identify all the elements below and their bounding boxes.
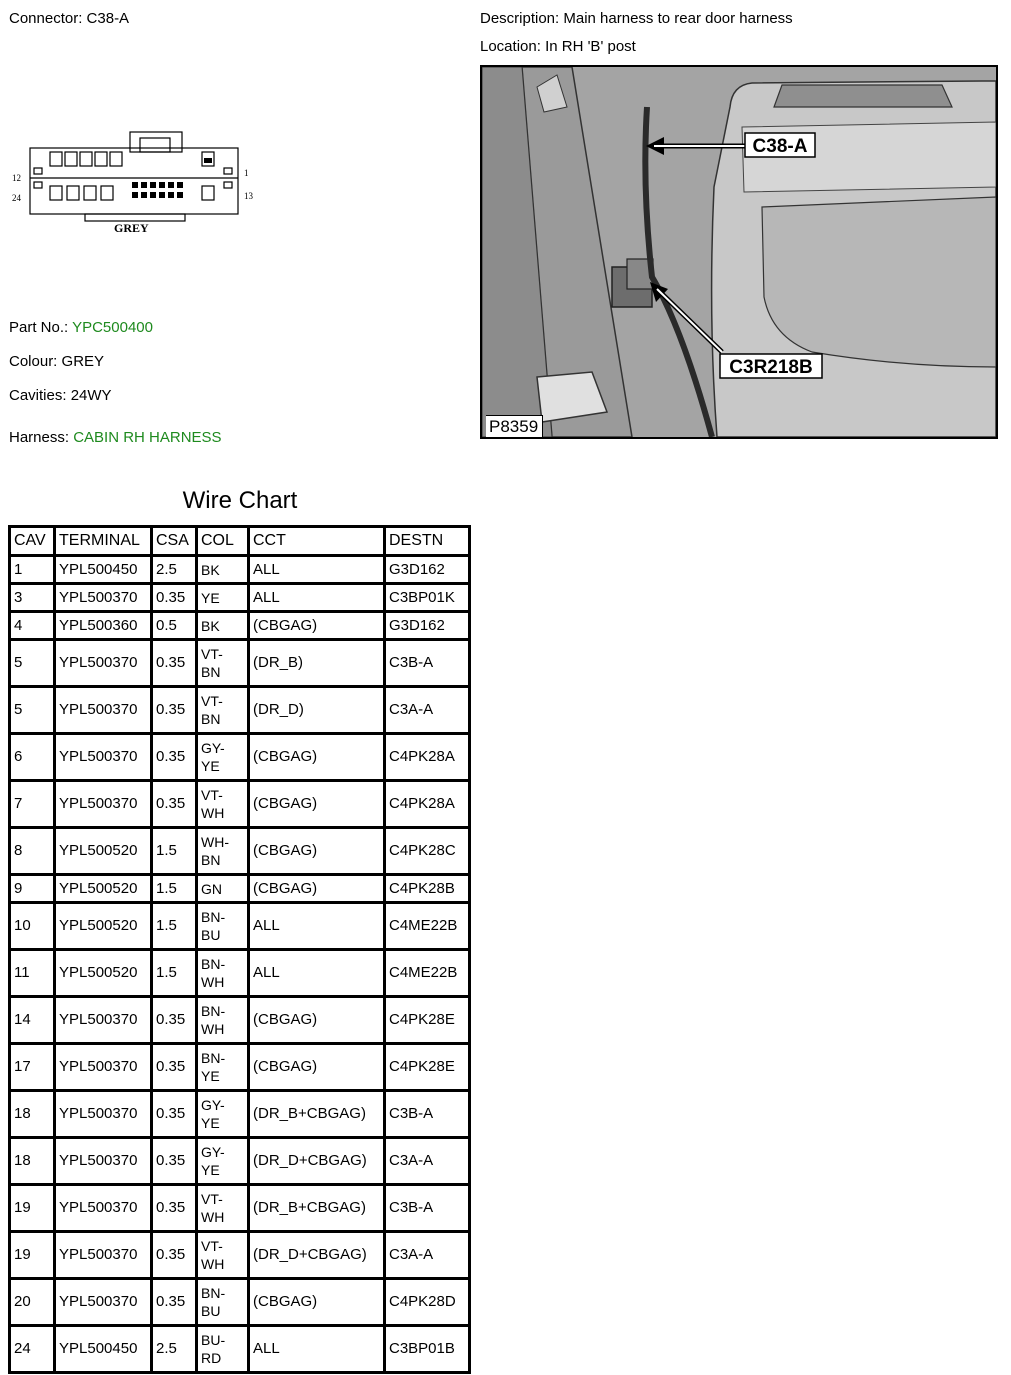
- cell-cav: 11: [10, 950, 55, 997]
- cell-terminal: YPL500370: [55, 1044, 152, 1091]
- part-no-link[interactable]: YPC500400: [72, 319, 153, 336]
- cell-col: GY- YE: [197, 1091, 249, 1138]
- cell-cct: (DR_D+CBGAG): [249, 1138, 385, 1185]
- cell-cct: (CBGAG): [249, 875, 385, 903]
- cell-terminal: YPL500370: [55, 997, 152, 1044]
- harness-line: [9, 429, 222, 446]
- header-csa: CSA: [152, 527, 197, 556]
- cell-terminal: YPL500370: [55, 1138, 152, 1185]
- colour-line: [9, 353, 104, 370]
- harness-link[interactable]: CABIN RH HARNESS: [73, 429, 222, 446]
- cell-col: BK: [197, 612, 249, 640]
- cell-col: BU- RD: [197, 1326, 249, 1373]
- cell-cav: 3: [10, 584, 55, 612]
- header-cct: CCT: [249, 527, 385, 556]
- cell-csa: 0.35: [152, 1232, 197, 1279]
- cavities-value: 24WY: [70, 387, 112, 404]
- header-cav: CAV: [10, 527, 55, 556]
- table-row: [10, 781, 470, 828]
- cell-destn: C4PK28C: [385, 828, 470, 875]
- table-row: [10, 828, 470, 875]
- description-label: Description:: [480, 10, 560, 27]
- cell-terminal: YPL500370: [55, 640, 152, 687]
- connector-label: Connector:: [9, 10, 83, 27]
- cell-cav: 10: [10, 903, 55, 950]
- cell-terminal: YPL500450: [55, 556, 152, 584]
- cell-cav: 7: [10, 781, 55, 828]
- cavities-label: Cavities:: [9, 387, 67, 404]
- cavities-line: [9, 387, 112, 404]
- connector-face-drawing: [10, 128, 265, 240]
- cell-csa: 0.35: [152, 584, 197, 612]
- cell-csa: 0.35: [152, 1185, 197, 1232]
- colour-label: Colour:: [9, 353, 58, 370]
- cell-csa: 0.35: [152, 1091, 197, 1138]
- cell-cct: (CBGAG): [249, 612, 385, 640]
- cell-col: VT- BN: [197, 640, 249, 687]
- cell-destn: C3BP01K: [385, 584, 470, 612]
- location-illustration: [480, 65, 998, 439]
- table-row: [10, 1185, 470, 1232]
- cell-destn: C4PK28E: [385, 1044, 470, 1091]
- cell-cct: (CBGAG): [249, 828, 385, 875]
- connector-line: [9, 10, 129, 27]
- pin-number-13: 13: [244, 191, 253, 201]
- cell-cct: ALL: [249, 950, 385, 997]
- cell-cav: 6: [10, 734, 55, 781]
- table-row: [10, 1044, 470, 1091]
- wire-chart-title: Wire Chart: [182, 487, 298, 514]
- pin-number-12: 12: [12, 173, 21, 183]
- cell-csa: 0.35: [152, 687, 197, 734]
- cell-col: BN- YE: [197, 1044, 249, 1091]
- description-value: Main harness to rear door harness: [563, 10, 793, 27]
- cell-cav: 9: [10, 875, 55, 903]
- cell-terminal: YPL500450: [55, 1326, 152, 1373]
- table-row: [10, 875, 470, 903]
- table-row: [10, 640, 470, 687]
- cell-cct: (DR_D): [249, 687, 385, 734]
- cell-terminal: YPL500370: [55, 584, 152, 612]
- cell-destn: G3D162: [385, 556, 470, 584]
- part-no-label: Part No.:: [9, 319, 69, 336]
- cell-terminal: YPL500520: [55, 875, 152, 903]
- cell-terminal: YPL500370: [55, 1232, 152, 1279]
- wire-chart-header-row: [10, 527, 470, 556]
- cell-destn: C3A-A: [385, 1232, 470, 1279]
- connector-value: C38-A: [86, 10, 130, 27]
- colour-value: GREY: [61, 353, 105, 370]
- cell-destn: G3D162: [385, 612, 470, 640]
- table-row: [10, 903, 470, 950]
- cell-cav: 5: [10, 687, 55, 734]
- cell-col: VT- WH: [197, 781, 249, 828]
- cell-cav: 4: [10, 612, 55, 640]
- description-line: [480, 10, 793, 27]
- cell-col: BN- BU: [197, 903, 249, 950]
- table-row: [10, 1138, 470, 1185]
- wire-chart-table: [8, 525, 471, 1374]
- location-label: Location:: [480, 38, 541, 55]
- location-value: In RH 'B' post: [545, 38, 636, 55]
- cell-terminal: YPL500520: [55, 903, 152, 950]
- cell-csa: 0.35: [152, 1138, 197, 1185]
- cell-col: VT- WH: [197, 1185, 249, 1232]
- location-line: [480, 38, 636, 55]
- cell-cav: 14: [10, 997, 55, 1044]
- cell-col: BK: [197, 556, 249, 584]
- cell-cct: (DR_D+CBGAG): [249, 1232, 385, 1279]
- cell-terminal: YPL500520: [55, 950, 152, 997]
- cell-col: WH- BN: [197, 828, 249, 875]
- cell-terminal: YPL500370: [55, 687, 152, 734]
- table-row: [10, 612, 470, 640]
- cell-csa: 1.5: [152, 828, 197, 875]
- pin-number-24: 24: [12, 193, 21, 203]
- table-row: [10, 1279, 470, 1326]
- table-row: [10, 687, 470, 734]
- cell-cav: 18: [10, 1091, 55, 1138]
- cell-col: YE: [197, 584, 249, 612]
- cell-csa: 0.35: [152, 781, 197, 828]
- cell-cct: (DR_B+CBGAG): [249, 1185, 385, 1232]
- cell-col: GY- YE: [197, 1138, 249, 1185]
- cell-destn: C3A-A: [385, 687, 470, 734]
- cell-terminal: YPL500370: [55, 1091, 152, 1138]
- cell-cav: 8: [10, 828, 55, 875]
- cell-col: BN- BU: [197, 1279, 249, 1326]
- table-row: [10, 950, 470, 997]
- cell-col: BN- WH: [197, 950, 249, 997]
- cell-destn: C3B-A: [385, 1185, 470, 1232]
- cell-cct: (CBGAG): [249, 997, 385, 1044]
- cell-terminal: YPL500370: [55, 734, 152, 781]
- cell-csa: 0.35: [152, 997, 197, 1044]
- cell-cct: ALL: [249, 903, 385, 950]
- table-row: [10, 997, 470, 1044]
- cell-destn: C3A-A: [385, 1138, 470, 1185]
- part-no-line: [9, 319, 153, 336]
- cell-col: VT- BN: [197, 687, 249, 734]
- cell-csa: 0.5: [152, 612, 197, 640]
- cell-terminal: YPL500370: [55, 781, 152, 828]
- cell-csa: 0.35: [152, 640, 197, 687]
- callout-label-c38a: C38-A: [752, 136, 808, 157]
- pin-number-1: 1: [244, 168, 249, 178]
- cell-cct: ALL: [249, 1326, 385, 1373]
- cell-cct: (CBGAG): [249, 781, 385, 828]
- cell-col: GY- YE: [197, 734, 249, 781]
- cell-cct: ALL: [249, 556, 385, 584]
- cell-destn: C3BP01B: [385, 1326, 470, 1373]
- cell-cav: 17: [10, 1044, 55, 1091]
- table-row: [10, 1326, 470, 1373]
- cell-destn: C4PK28A: [385, 734, 470, 781]
- header-destn: DESTN: [385, 527, 470, 556]
- cell-cav: 24: [10, 1326, 55, 1373]
- cell-destn: C4ME22B: [385, 950, 470, 997]
- cell-cav: 19: [10, 1185, 55, 1232]
- cell-cct: (CBGAG): [249, 734, 385, 781]
- cell-csa: 0.35: [152, 734, 197, 781]
- cell-csa: 0.35: [152, 1279, 197, 1326]
- cell-cct: (DR_B): [249, 640, 385, 687]
- harness-label: Harness:: [9, 429, 70, 446]
- cell-cav: 18: [10, 1138, 55, 1185]
- header-terminal: TERMINAL: [55, 527, 152, 556]
- cell-terminal: YPL500370: [55, 1185, 152, 1232]
- cell-destn: C4PK28A: [385, 781, 470, 828]
- cell-cav: 19: [10, 1232, 55, 1279]
- cell-destn: C4PK28D: [385, 1279, 470, 1326]
- cell-csa: 2.5: [152, 1326, 197, 1373]
- cell-csa: 1.5: [152, 903, 197, 950]
- cell-cct: ALL: [249, 584, 385, 612]
- cell-terminal: YPL500370: [55, 1279, 152, 1326]
- cell-csa: 1.5: [152, 875, 197, 903]
- table-row: [10, 584, 470, 612]
- cell-col: VT- WH: [197, 1232, 249, 1279]
- connector-colour-caption: GREY: [114, 221, 149, 235]
- cell-destn: C4PK28B: [385, 875, 470, 903]
- cell-destn: C3B-A: [385, 640, 470, 687]
- figure-id: P8359: [486, 415, 543, 437]
- cell-cct: (DR_B+CBGAG): [249, 1091, 385, 1138]
- cell-destn: C3B-A: [385, 1091, 470, 1138]
- cell-csa: 0.35: [152, 1044, 197, 1091]
- cell-csa: 2.5: [152, 556, 197, 584]
- table-row: [10, 1091, 470, 1138]
- cell-col: GN: [197, 875, 249, 903]
- table-row: [10, 734, 470, 781]
- cell-cct: (CBGAG): [249, 1279, 385, 1326]
- cell-destn: C4PK28E: [385, 997, 470, 1044]
- callout-label-c3r218b: C3R218B: [729, 357, 813, 378]
- cell-cav: 1: [10, 556, 55, 584]
- wire-chart-body: [10, 556, 470, 1373]
- table-row: [10, 1232, 470, 1279]
- table-row: [10, 556, 470, 584]
- cell-col: BN- WH: [197, 997, 249, 1044]
- cell-csa: 1.5: [152, 950, 197, 997]
- cell-terminal: YPL500360: [55, 612, 152, 640]
- cell-cav: 5: [10, 640, 55, 687]
- cell-cav: 20: [10, 1279, 55, 1326]
- cell-terminal: YPL500520: [55, 828, 152, 875]
- header-col: COL: [197, 527, 249, 556]
- cell-destn: C4ME22B: [385, 903, 470, 950]
- cell-cct: (CBGAG): [249, 1044, 385, 1091]
